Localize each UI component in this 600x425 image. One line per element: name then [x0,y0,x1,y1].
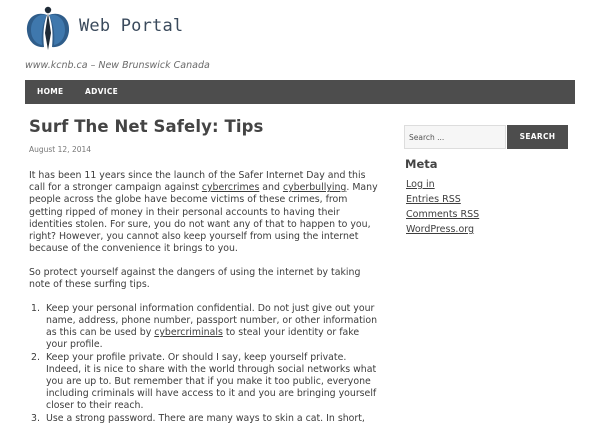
search-button[interactable]: SEARCH [507,125,568,149]
list-item [29,352,381,413]
site-logo-icon[interactable] [25,3,71,51]
cyberbullying-link[interactable]: cyberbullying [282,182,347,194]
paragraph-text: . Many people across the globe have become victims of these crimes, from getting ripped of money in their personal accounts to having their identities stolen. For sure, you do not want any of that to happen to you, right? However, you cannot also keep yourself from using the internet because of the convenience it brings to you. [29,182,378,255]
list-item [406,192,479,207]
list-item [406,222,479,237]
post-article [29,117,381,424]
post-paragraph: So protect yourself against the dangers of using the internet by taking note of these surfing tips. [29,266,361,291]
paragraph-text: and [259,182,283,194]
site-header [0,0,600,80]
log-in-link[interactable]: Log in [406,179,435,190]
list-item [29,303,381,352]
list-number: 2. [31,351,40,363]
comments-rss-link[interactable]: Comments RSS [406,209,480,220]
entries-rss-link[interactable]: Entries RSS [406,194,461,205]
nav-item-advice[interactable]: ADVICE [85,87,119,96]
list-item-text: Keep your profile private. Or should I say, keep yourself private. Indeed, it is nice to share with the world through social networks what you are up to. But remember that if you make it too public, everyone including criminals will have access to it and you are bringing yourself closer to their reach. [46,351,377,412]
main-navigation [25,80,575,104]
cybercrimes-link[interactable]: cybercrimes [201,182,260,194]
meta-widget-title: Meta [405,157,438,171]
list-number: 1. [31,302,40,314]
site-tagline: www.kcnb.ca – New Brunswick Canada [25,60,210,71]
nav-item-home[interactable]: HOME [37,87,64,96]
site-title[interactable]: Web Portal [79,16,184,36]
tips-list [29,303,381,425]
list-item-text: Use a strong password. There are many ways to skin a cat. In short, [46,412,365,424]
post-title[interactable]: Surf The Net Safely: Tips [29,117,264,136]
meta-links [406,177,479,237]
list-item [406,177,479,192]
list-item [29,413,381,425]
search-input[interactable] [404,125,506,149]
list-item-text: to steal your identity or fake your profile. [46,327,360,351]
post-paragraph [29,170,381,255]
wordpress-org-link[interactable]: WordPress.org [406,224,475,235]
list-item [406,207,479,222]
post-date[interactable]: August 12, 2014 [29,145,92,154]
list-number: 3. [31,412,40,424]
paragraph-text: It has been 11 years since the launch of the Safer Internet Day and this call for a stronger campaign against [29,170,366,194]
cybercriminals-link[interactable]: cybercriminals [154,327,223,339]
list-item-text: Keep your personal information confidential. Do not just give out your name, address, phone number, passport number, or other information as this can be used by [46,302,378,339]
post-content [29,170,381,425]
